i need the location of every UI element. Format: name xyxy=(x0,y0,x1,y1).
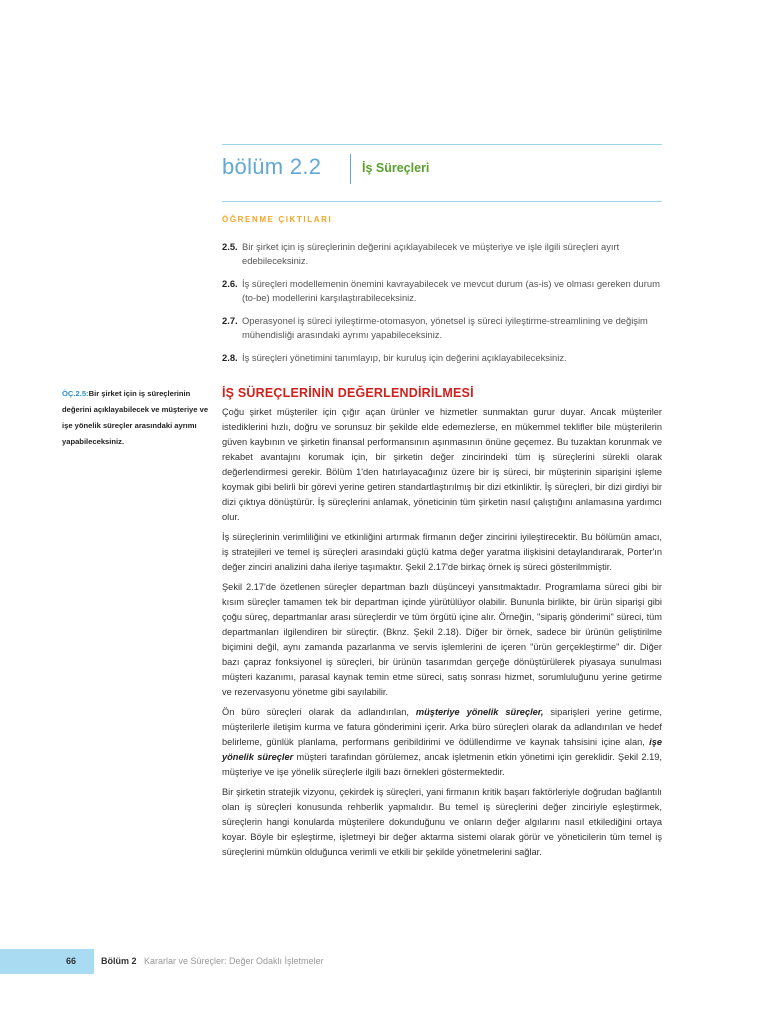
chapter-header xyxy=(222,144,662,202)
outcome-item xyxy=(222,277,662,305)
chapter-number: bölüm 2.2 xyxy=(222,154,322,179)
paragraph: Şekil 2.17'de özetlenen süreçler departman bazlı düşünceyi yansıtmaktadır. Programlama süreci gibi bir kısım süreçler tamamen tek bir departman içinde yürütülüyor olabilir. Bununla birlikte, bir ürün siparişi gibi çoğu süreç, departmanlar arası süreçlerdir ve tüm örgütü içine alır. Örneğin, "sipariş gönderimi" süreci, tüm departmanları ilgilendiren bir süreçtir. (Bknz. Şekil 2.18). Diğer bir örnek, sadece bir ürünün geliştirilme biçimini değil, aynı zamanda pazarlanma ve servis işlemlerini de içeren "ürün gerçekleştirme" dir. Diğer bazı çapraz fonksiyonel iş süreçleri, bir ürünün tasarımdan gerçeğe dönüştürülerek piyasaya sunulması müşteri kazanımı, parasal kaynak temin etme süreci, satış sonrası hizmet, sorumluluğunu yerine getirme ve rezervasyonu yönetme gibi sayılabilir. xyxy=(222,582,662,697)
outcome-number: 2.8. xyxy=(222,352,238,363)
outcome-item xyxy=(222,351,662,365)
paragraph: İş süreçlerinin verimliliğini ve etkinliğini artırmak firmanın değer zincirini iyileştirecektir. Bu bölümün amacı, iş stratejileri ve temel iş süreçleri arasındaki güçlü katma değer yaratma ilişkisini detaylandırarak, Porter'ın değer zinciri analizini daha ileriye taşımaktır. Şekil 2.17'de birkaç örnek iş süreci gösterilmmiştir. xyxy=(222,532,662,572)
footer-chapter: Bölüm 2 xyxy=(101,956,137,966)
footer-title: Kararlar ve Süreçler: Değer Odaklı İşletmeler xyxy=(144,956,324,966)
margin-note xyxy=(62,386,212,450)
chapter-title: İş Süreçleri xyxy=(362,161,430,175)
outcome-text: Bir şirket için iş süreçlerinin değerini açıklayabilecek ve müşteriye ve işle ilgili süreçleri ayırt edebileceksiniz. xyxy=(242,241,620,266)
outcome-item xyxy=(222,240,662,268)
section-title: İŞ SÜREÇLERİNİN DEĞERLENDİRİLMESİ xyxy=(222,386,474,400)
page-number: 66 xyxy=(65,956,76,966)
outcome-item xyxy=(222,314,662,342)
paragraph-text: Ön büro süreçleri olarak da adlandırılan, xyxy=(222,707,416,717)
header-rule-top xyxy=(222,144,662,145)
outcomes-heading: ÖĞRENME ÇIKTILARI xyxy=(222,215,333,224)
term-business-facing: işe yönelik süreçler xyxy=(222,737,662,762)
header-divider xyxy=(350,154,351,184)
margin-note-code: ÖÇ.2.5: xyxy=(62,389,89,398)
outcome-number: 2.6. xyxy=(222,278,238,289)
paragraph: Bir şirketin stratejik vizyonu, çekirdek iş süreçleri, yani firmanın kritik başarı faktörleriyle doğrudan bağlantılı olan iş süreçleri konusunda rehberlik yapmalıdır. Bu temel iş süreçlerini değer zinciriyle eşleştirmek, süreçlerin hangi konularda müşterilere dokunduğunu ve onların değer algılarını nasıl etkilediğini ortaya koyar. Böyle bir eşleştirme, işletmeyi bir değer aktarma sistemi olarak görür ve yöneticilerin tüm temel iş süreçlerini mümkün olduğunca verimli ve etkili bir şekilde yönetmelerini sağlar. xyxy=(222,787,662,857)
paragraph: Çoğu şirket müşteriler için çığır açan ürünler ve hizmetler sunmaktan gurur duyar. Ancak müşteriler istediklerini hızlı, doğru ve sorunsuz bir şekilde elde edemezlerse, en mükemmel teklifler bile müşterilerin güven kaybının ve şirketin finansal performansının aşınmasının önüne geçemez. Bu tuzaktan korunmak ve rekabet avantajını korumak için, bir şirketin değer zincirindeki tüm iş süreçlerini sürekli olarak değerlendirmesi gerekir. Bölüm 1'den hatırlayacağınız üzere bir iş süreci, bir müşterinin siparişini işleme koymak gibi belirli bir görevi yerine getiren standartlaştırılmış bir dizi etkinliktir. İş süreçleri, bir dizi girdiyi bir dizi çıktıya dönüştürür. İş süreçlerini anlamak, yöneticinin tüm şirketin nasıl çalıştığını anlamasına yardımcı olur. xyxy=(222,407,662,522)
outcome-text: İş süreçleri yönetimini tanımlayıp, bir kuruluş için değerini açıklayabileceksiniz. xyxy=(242,352,567,363)
paragraph-text: siparişleri yerine getirme, müşterilerle iletişim kurma ve fatura gönderimini içerir. Arka büro süreçleri olarak da adlandırılan ve hedef belirleme, günlük planlama, performans geribildirimi ve ödüllendirme ve kaynak tahsisini içine alan, xyxy=(222,707,662,747)
outcome-number: 2.5. xyxy=(222,241,238,252)
outcome-text: Operasyonel iş süreci iyileştirme-otomasyon, yönetsel iş süreci iyileştirme-streamlining ve değişim mühendisliği arasındaki ayrımı yapabileceksiniz. xyxy=(242,315,648,340)
learning-outcomes-list xyxy=(222,240,662,374)
header-rule-bottom xyxy=(222,201,662,202)
outcome-number: 2.7. xyxy=(222,315,238,326)
outcome-text: İş süreçleri modellemenin önemini kavrayabilecek ve mevcut durum (as-is) ve olması gereken durum (to-be) modellerini karşılaştırabileceksiniz. xyxy=(242,278,660,303)
term-customer-facing: müşteriye yönelik süreçler, xyxy=(415,707,544,717)
paragraph-text: müşteri tarafından görülemez, ancak işletmenin etkin yönetimi için gereklidir. Şekil 2.19, müşteriye ve işe yönelik süreçlerle ilgili bazı örnekleri göstermektedir. xyxy=(222,752,662,777)
margin-note-text: Bir şirket için iş süreçlerinin değerini açıklayabilecek ve müşteriye ve işe yönelik süreçler arasındaki ayrımı yapabileceksiniz. xyxy=(62,389,209,446)
body-text xyxy=(222,405,662,865)
paragraph xyxy=(222,705,662,780)
